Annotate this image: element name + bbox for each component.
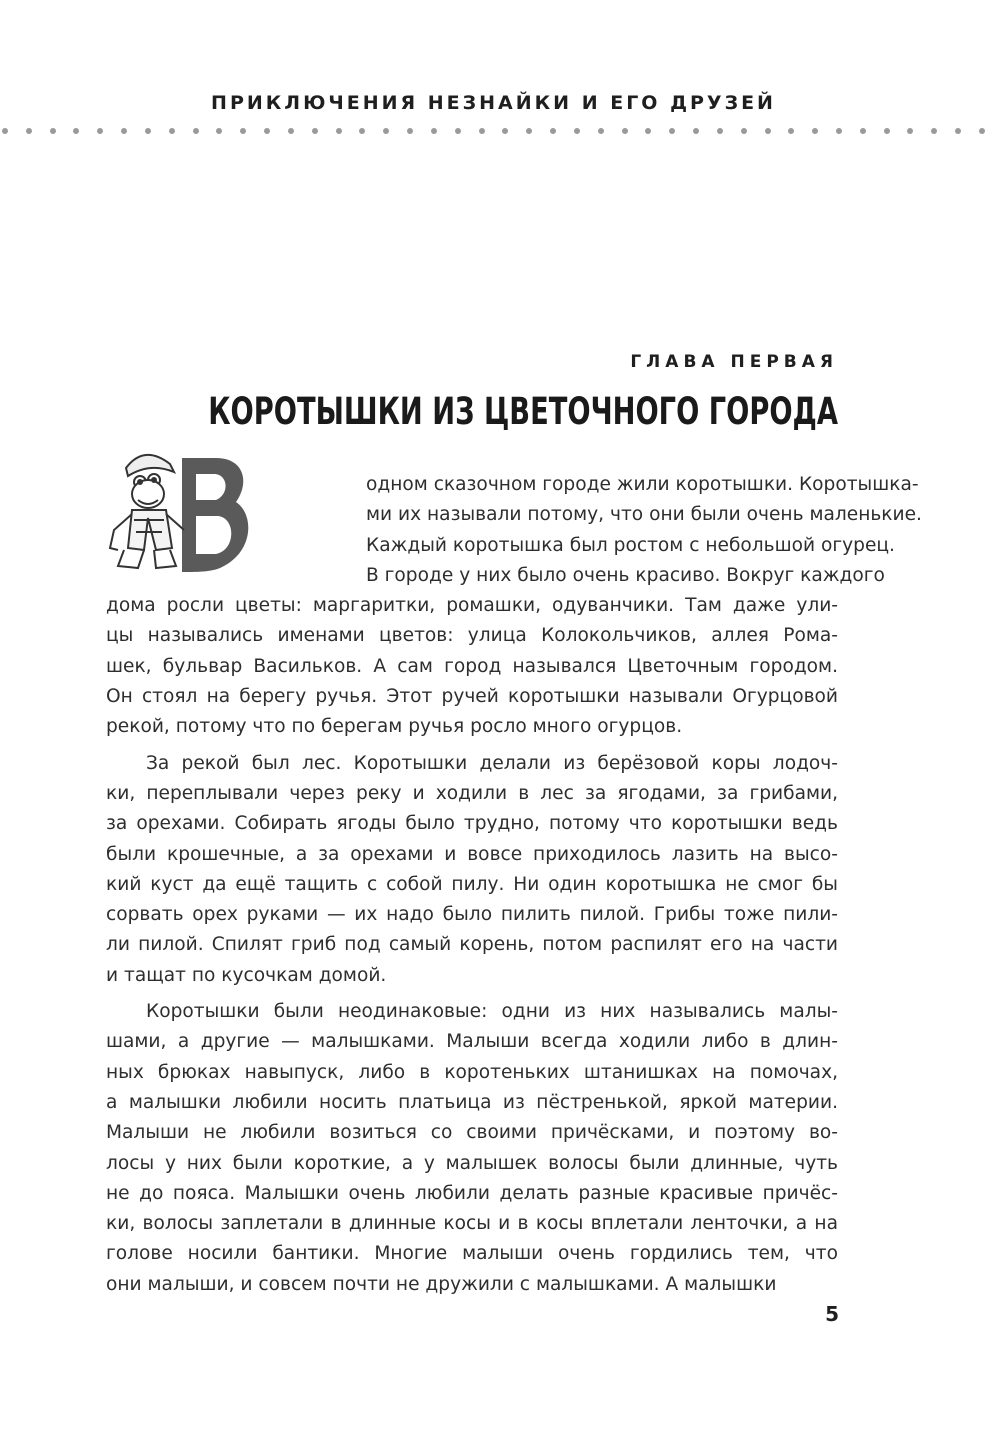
text-line: шек, бульвар Васильков. А сам город назывался Цветочным городом.	[106, 655, 838, 677]
dotted-divider	[0, 128, 987, 136]
text-line: шами, а другие — малышками. Малыши всегда ходили либо в длин-	[106, 1031, 838, 1053]
divider-dot	[693, 128, 699, 134]
divider-dot	[26, 128, 32, 134]
text-line: дома росли цветы: маргаритки, ромашки, одуванчики. Там даже ули-	[106, 595, 838, 617]
text-line: Коротышки были неодинаковые: одни из них назывались малы-	[146, 1001, 838, 1023]
divider-dot	[50, 128, 56, 134]
text-line: За рекой был лес. Коротышки делали из берёзовой коры лодоч-	[146, 752, 838, 774]
divider-dot	[550, 128, 556, 134]
divider-dot	[502, 128, 508, 134]
text-line: ки, волосы заплетали в длинные косы и в косы вплетали ленточки, а на	[106, 1213, 838, 1235]
divider-dot	[169, 128, 175, 134]
text-line: ми их называли потому, что они были очень маленькие.	[366, 504, 922, 526]
text-line: не до пояса. Малышки очень любили делать разные красивые причёс-	[106, 1182, 838, 1204]
paragraph	[106, 997, 838, 1300]
divider-dot	[312, 128, 318, 134]
text-line: ки, переплывали через реку и ходили в лес за ягодами, за грибами,	[106, 782, 838, 804]
divider-dot	[622, 128, 628, 134]
text-line: а малышки любили носить платьица из пёстренькой, яркой материи.	[106, 1091, 838, 1113]
divider-dot	[717, 128, 723, 134]
text-line: ли пилой. Спилят гриб под самый корень, потом распилят его на части	[106, 934, 838, 956]
divider-dot	[765, 128, 771, 134]
divider-dot	[264, 128, 270, 134]
text-line: Малыши не любили возиться со своими причёсками, и поэтому во-	[106, 1122, 838, 1144]
text-line: сорвать орех руками — их надо было пилить пилой. Грибы тоже пили-	[106, 904, 838, 926]
paragraph	[106, 470, 922, 743]
text-line: В городе у них было очень красиво. Вокруг каждого	[366, 564, 885, 586]
divider-dot	[336, 128, 342, 134]
divider-dot	[193, 128, 199, 134]
divider-dot	[788, 128, 794, 134]
divider-dot	[931, 128, 937, 134]
divider-dot	[407, 128, 413, 134]
chapter-label: ГЛАВА ПЕРВАЯ	[630, 352, 838, 372]
text-line: ных брюках навыпуск, либо в коротеньких штанишках на помочах,	[106, 1061, 838, 1083]
divider-dot	[479, 128, 485, 134]
divider-dot	[383, 128, 389, 134]
divider-dot	[526, 128, 532, 134]
divider-dot	[97, 128, 103, 134]
running-head: ПРИКЛЮЧЕНИЯ НЕЗНАЙКИ И ЕГО ДРУЗЕЙ	[211, 92, 776, 114]
divider-dot	[979, 128, 985, 134]
divider-dot	[645, 128, 651, 134]
chapter-title: КОРОТЫШКИ ИЗ ЦВЕТОЧНОГО ГОРОДА	[208, 390, 838, 433]
text-line: одном сказочном городе жили коротышки. Коротышка-	[366, 474, 919, 495]
text-line: и тащат по кусочкам домой.	[106, 964, 387, 986]
text-line: кий куст да ещё тащить с собой пилу. Ни один коротышка не смог бы	[106, 873, 838, 895]
text-line: рекой, потому что по берегам ручья росло много огурцов.	[106, 716, 683, 738]
page-number: 5	[825, 1302, 839, 1326]
divider-dot	[216, 128, 222, 134]
divider-dot	[669, 128, 675, 134]
divider-dot	[574, 128, 580, 134]
text-line: Каждый коротышка был ростом с небольшой огурец.	[366, 534, 895, 556]
divider-dot	[907, 128, 913, 134]
divider-dot	[455, 128, 461, 134]
text-line: лосы у них были короткие, а у малышек волосы были длинные, чуть	[106, 1152, 838, 1174]
text-line: Он стоял на берегу ручья. Этот ручей коротышки называли Огурцовой	[106, 686, 838, 708]
divider-dot	[359, 128, 365, 134]
divider-dot	[73, 128, 79, 134]
divider-dot	[955, 128, 961, 134]
divider-dot	[860, 128, 866, 134]
body-text	[106, 470, 922, 1300]
text-line: были крошечные, а за орехами и вовсе приходилось лазить на высо-	[106, 843, 838, 865]
divider-dot	[598, 128, 604, 134]
divider-dot	[884, 128, 890, 134]
drop-cap-letter: В	[104, 438, 105, 439]
text-line: голове носили бантики. Многие малыши очень гордились тем, что	[106, 1243, 838, 1265]
paragraph	[106, 749, 838, 991]
divider-dot	[145, 128, 151, 134]
divider-dot	[741, 128, 747, 134]
divider-dot	[431, 128, 437, 134]
text-line: цы назывались именами цветов: улица Колокольчиков, аллея Рома-	[106, 625, 838, 647]
divider-dot	[288, 128, 294, 134]
divider-dot	[2, 128, 8, 134]
text-line: они малыши, и совсем почти не дружили с малышками. А малышки	[106, 1273, 777, 1295]
divider-dot	[121, 128, 127, 134]
divider-dot	[812, 128, 818, 134]
divider-dot	[836, 128, 842, 134]
text-line: за орехами. Собирать ягоды было трудно, потому что коротышки ведь	[106, 813, 838, 835]
divider-dot	[240, 128, 246, 134]
